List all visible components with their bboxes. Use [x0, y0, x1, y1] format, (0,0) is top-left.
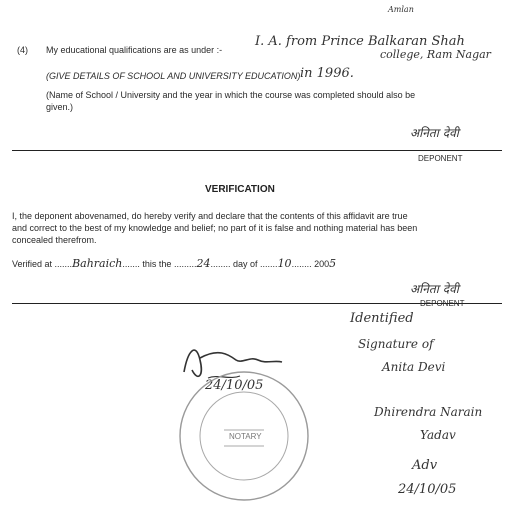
signature-line	[12, 150, 502, 151]
year-prefix: 200	[314, 259, 330, 269]
attest-line-4: Dhirendra Narain	[374, 405, 483, 419]
year-suffix: 5	[329, 257, 337, 270]
deponent-signature-2: अनिता देवी	[410, 282, 459, 296]
attest-line-2: Signature of	[358, 337, 434, 351]
verification-title: VERIFICATION	[205, 184, 275, 195]
deponent-label-2: DEPONENT	[420, 299, 465, 308]
verification-text-1: I, the deponent abovenamed, do hereby verify and declare that the contents of this affidavit are true	[12, 211, 408, 221]
handwritten-year: in 1996.	[300, 66, 354, 81]
attest-line-1: Identified	[350, 311, 414, 326]
verified-at-label: Verified at	[12, 259, 53, 269]
month-value: 10	[277, 257, 292, 270]
give-details-note: (GIVE DETAILS OF SCHOOL AND UNIVERSITY EDUCATION)	[46, 71, 301, 81]
deponent-label: DEPONENT	[418, 154, 463, 163]
section-number: (4)	[17, 45, 28, 55]
attest-date: 24/10/05	[398, 482, 457, 497]
instruction-line: (Name of School / University and the year in which the course was completed should also be	[46, 90, 416, 100]
deponent-signature: अनिता देवी	[410, 126, 459, 140]
handwritten-college: college, Ram Nagar	[380, 48, 491, 61]
this-the-label: this the	[142, 259, 172, 269]
place-value: Bahraich	[72, 257, 123, 270]
day-value: 24	[196, 257, 211, 270]
day-of-label: day of	[233, 259, 258, 269]
handwritten-insertion: Amlan	[388, 5, 414, 14]
attest-line-3: Anita Devi	[382, 360, 446, 374]
notary-date: 24/10/05	[205, 378, 264, 393]
attest-line-5: Yadav	[420, 428, 456, 442]
verification-text-2: and correct to the best of my knowledge and belief; no part of it is false and nothing material has been	[12, 223, 418, 233]
verification-text-3: concealed therefrom.	[12, 235, 97, 245]
notary-stamp-label: NOTARY	[229, 432, 262, 441]
verified-at-line: Verified at .......Bahraich....... this the .........24........ day of .......10........ 2005	[12, 257, 337, 270]
qualifications-label: My educational qualifications are as under :-	[46, 45, 223, 55]
handwritten-qualification: I. A. from Prince Balkaran Shah	[255, 34, 465, 49]
attest-line-6: Adv	[412, 458, 438, 473]
instruction-line-2: given.)	[46, 102, 74, 112]
